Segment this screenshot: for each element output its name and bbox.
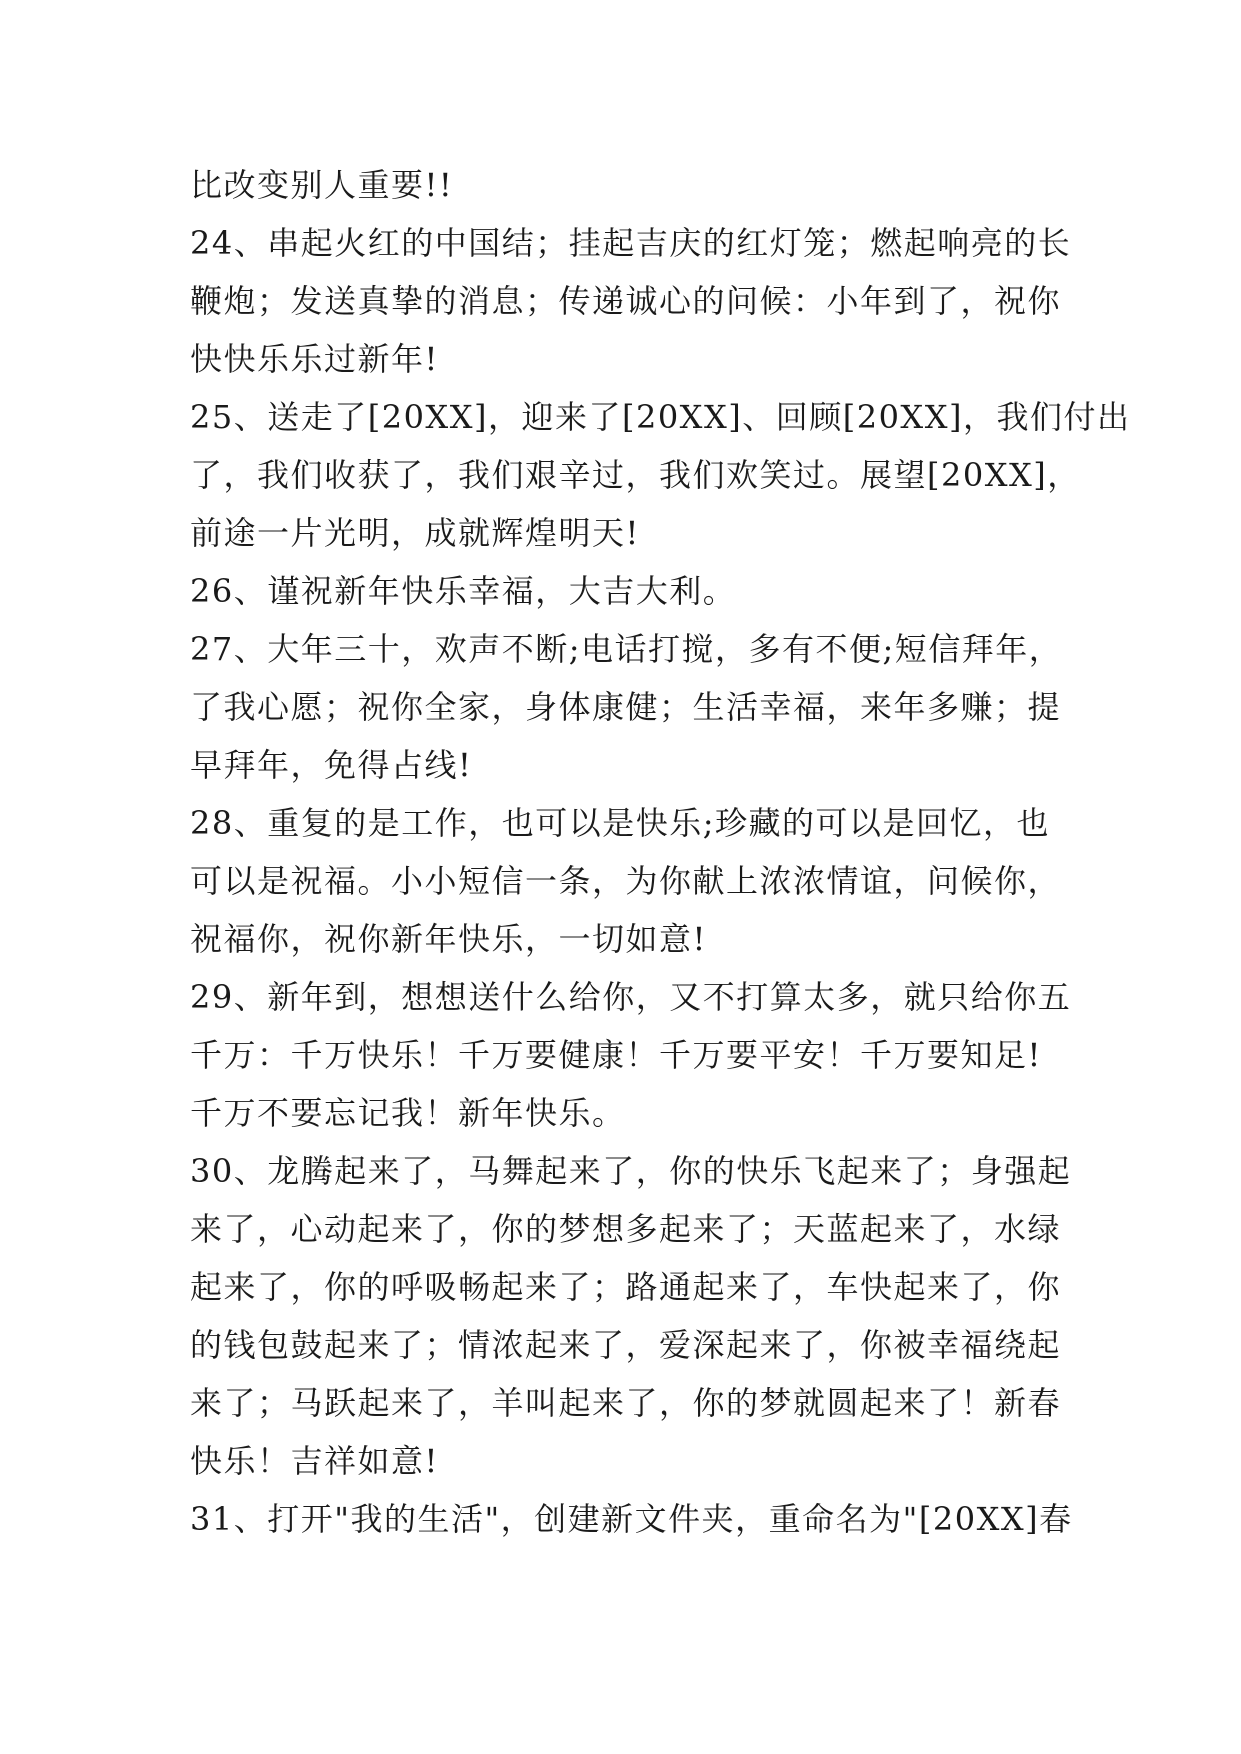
text-line: 鞭炮；发送真挚的消息；传递诚心的问候：小年到了，祝你 <box>190 282 1062 320</box>
text-line: 千万：千万快乐！千万要健康！千万要平安！千万要知足! <box>190 1036 1042 1074</box>
text-line: 千万不要忘记我！新年快乐。 <box>190 1094 626 1132</box>
text-line: 可以是祝福。小小短信一条，为你献上浓浓情谊，问候你， <box>190 862 1062 900</box>
text-line: 起来了，你的呼吸畅起来了；路通起来了，车快起来了，你 <box>190 1268 1062 1306</box>
text-line: 快快乐乐过新年! <box>190 340 439 378</box>
text-line: 来了，心动起来了，你的梦想多起来了；天蓝起来了，水绿 <box>190 1210 1062 1248</box>
text-line: 的钱包鼓起来了；情浓起来了，爱深起来了，你被幸福绕起 <box>190 1326 1062 1364</box>
text-line: 27、大年三十，欢声不断;电话打搅，多有不便;短信拜年， <box>190 630 1063 668</box>
text-line: 比改变别人重要!! <box>190 166 454 204</box>
text-line: 24、串起火红的中国结；挂起吉庆的红灯笼；燃起响亮的长 <box>190 224 1072 262</box>
text-line: 了，我们收获了，我们艰辛过，我们欢笑过。展望[20XX]， <box>190 456 1081 494</box>
text-line: 26、谨祝新年快乐幸福，大吉大利。 <box>190 572 737 610</box>
text-line: 前途一片光明，成就辉煌明天! <box>190 514 640 552</box>
text-line: 早拜年，免得占线! <box>190 746 473 784</box>
text-line: 31、打开"我的生活"，创建新文件夹，重命名为"[20XX]春 <box>190 1500 1073 1538</box>
text-line: 25、送走了[20XX]，迎来了[20XX]、回顾[20XX]，我们付出 <box>190 398 1131 436</box>
text-line: 快乐！吉祥如意! <box>190 1442 439 1480</box>
text-line: 祝福你，祝你新年快乐，一切如意! <box>190 920 707 958</box>
text-line: 29、新年到，想想送什么给你，又不打算太多，就只给你五 <box>190 978 1072 1016</box>
text-line: 了我心愿；祝你全家，身体康健；生活幸福，来年多赚；提 <box>190 688 1062 726</box>
text-line: 28、重复的是工作，也可以是快乐;珍藏的可以是回忆，也 <box>190 804 1051 842</box>
text-line: 来了；马跃起来了，羊叫起来了，你的梦就圆起来了！新春 <box>190 1384 1062 1422</box>
document-body <box>190 156 1131 1548</box>
text-line: 30、龙腾起来了，马舞起来了，你的快乐飞起来了；身强起 <box>190 1152 1072 1190</box>
